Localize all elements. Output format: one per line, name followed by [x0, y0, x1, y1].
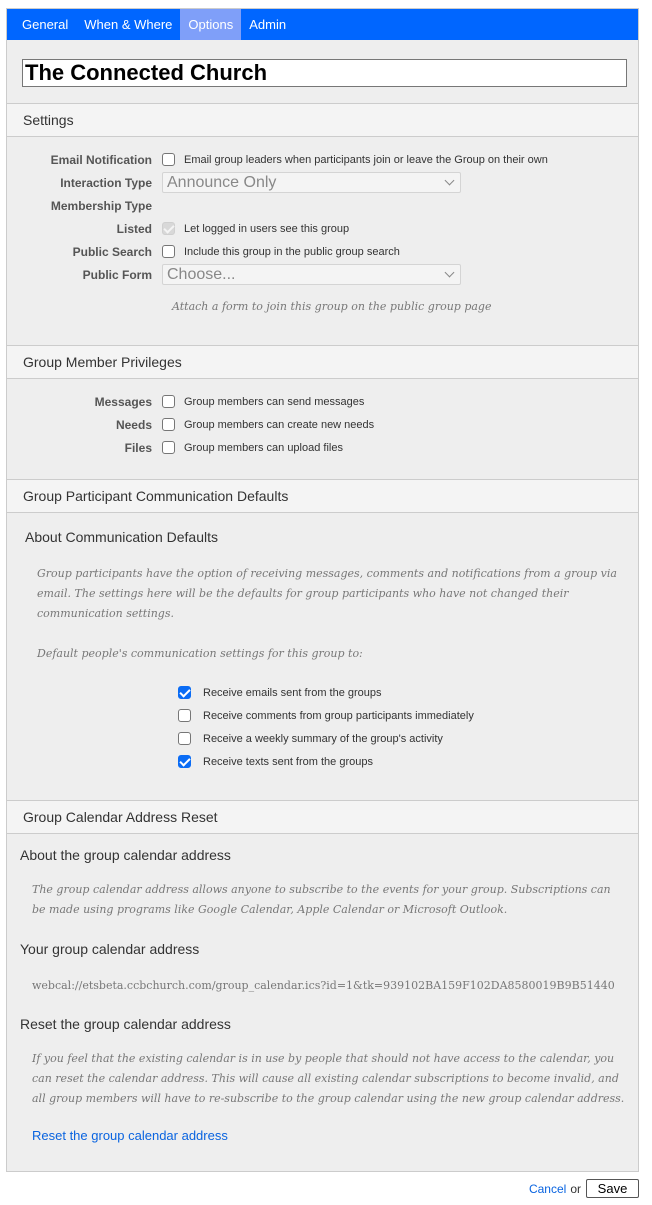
membership-type-row — [7, 194, 638, 217]
settings-section — [7, 137, 638, 345]
membership-type-label: Membership Type — [50, 198, 152, 213]
calendar-section — [7, 834, 638, 1145]
listed-label: Listed — [116, 221, 152, 236]
comm-option-text: Receive texts sent from the groups — [203, 755, 373, 768]
messages-checkbox[interactable] — [162, 395, 175, 408]
tab-admin[interactable]: Admin — [249, 17, 287, 32]
calendar-header: Group Calendar Address Reset — [7, 800, 638, 834]
privileges-section — [7, 379, 638, 479]
comm-option-texts — [178, 750, 638, 773]
public-search-label: Public Search — [72, 244, 152, 259]
calendar-address-heading: Your group calendar address — [20, 941, 200, 957]
public-search-row — [7, 240, 638, 263]
communication-subheading: About Communication Defaults — [25, 529, 218, 545]
receive-comments-checkbox[interactable] — [178, 709, 191, 722]
privilege-label: Files — [124, 440, 152, 455]
calendar-reset-text: If you feel that the existing calendar is in use by people that should not have access to the calendar, you can reset the calendar address. This will cause all existing calendar subscriptions to become invalid, and all group members will have to re-subscribe to the group calendar using the new group calendar address. — [32, 1052, 625, 1105]
tab-options[interactable]: Options — [180, 9, 241, 40]
comm-option-weekly — [178, 727, 638, 750]
public-form-row — [7, 263, 638, 286]
communication-header: Group Participant Communication Defaults — [7, 479, 638, 513]
listed-checkbox[interactable] — [162, 222, 175, 235]
or-text: or — [570, 1181, 581, 1196]
comm-option-comments — [178, 704, 638, 727]
tab-bar — [7, 9, 638, 40]
files-checkbox[interactable] — [162, 441, 175, 454]
save-button[interactable]: Save — [586, 1179, 639, 1198]
public-search-checkbox[interactable] — [162, 245, 175, 258]
receive-emails-checkbox[interactable] — [178, 686, 191, 699]
comm-option-text: Receive comments from group participants immediately — [203, 709, 474, 722]
form-footer — [529, 1179, 639, 1198]
interaction-type-select[interactable] — [162, 172, 461, 193]
calendar-reset-link-wrap — [20, 1127, 638, 1145]
chevron-down-icon — [445, 268, 455, 278]
email-notification-text: Email group leaders when participants join or leave the Group on their own — [184, 153, 548, 166]
comm-option-text: Receive emails sent from the groups — [203, 686, 382, 699]
weekly-summary-checkbox[interactable] — [178, 732, 191, 745]
public-form-hint: Attach a form to join this group on the public group page — [172, 300, 492, 313]
communication-section — [7, 513, 638, 800]
email-notification-checkbox[interactable] — [162, 153, 175, 166]
public-form-label: Public Form — [82, 267, 152, 282]
chevron-down-icon — [445, 176, 455, 186]
group-name-input[interactable] — [22, 59, 627, 87]
privilege-text: Group members can create new needs — [184, 418, 375, 431]
interaction-type-row — [7, 171, 638, 194]
interaction-type-value: Announce Only — [167, 173, 277, 191]
public-form-value: Choose... — [167, 265, 236, 283]
privilege-row-files — [7, 436, 638, 459]
calendar-address: webcal://etsbeta.ccbchurch.com/group_calendar.ics?id=1&tk=939102BA159F102DA8580019B9B51440 — [32, 979, 615, 992]
email-notification-label: Email Notification — [50, 152, 152, 167]
privilege-label: Needs — [115, 417, 152, 432]
comm-option-text: Receive a weekly summary of the group's activity — [203, 732, 443, 745]
comm-option-emails — [178, 681, 638, 704]
public-form-select[interactable] — [162, 264, 461, 285]
privileges-header: Group Member Privileges — [7, 345, 638, 379]
settings-header: Settings — [7, 103, 638, 137]
cancel-link[interactable]: Cancel — [528, 1181, 567, 1196]
public-search-text: Include this group in the public group search — [184, 245, 400, 258]
privilege-row-messages — [7, 390, 638, 413]
tab-general[interactable]: General — [22, 17, 69, 32]
calendar-about-text: The group calendar address allows anyone to subscribe to the events for your group. Subscriptions can be made using programs like Google Calendar, Apple Calendar or Microsoft Outlook. — [32, 883, 611, 916]
calendar-reset-heading: Reset the group calendar address — [20, 1016, 231, 1032]
privilege-label: Messages — [94, 394, 152, 409]
needs-checkbox[interactable] — [162, 418, 175, 431]
email-notification-row — [7, 148, 638, 171]
group-options-panel — [6, 8, 639, 1172]
calendar-about-heading: About the group calendar address — [20, 847, 231, 863]
privilege-text: Group members can send messages — [184, 395, 365, 408]
privilege-text: Group members can upload files — [184, 441, 343, 454]
reset-calendar-link[interactable]: Reset the group calendar address — [32, 1128, 228, 1143]
communication-options — [25, 681, 638, 773]
communication-default-label: Default people's communication settings for this group to: — [37, 647, 363, 660]
listed-text: Let logged in users see this group — [184, 222, 350, 235]
privilege-row-needs — [7, 413, 638, 436]
communication-description: Group participants have the option of receiving messages, comments and notifications from a group via email. The settings here will be the defaults for group participants who have not changed their communication settings. — [37, 567, 617, 620]
group-name-area — [7, 40, 638, 103]
public-form-hint-wrap — [7, 297, 638, 315]
interaction-type-label: Interaction Type — [60, 175, 152, 190]
receive-texts-checkbox[interactable] — [178, 755, 191, 768]
tab-when-where[interactable]: When & Where — [84, 17, 173, 32]
listed-row — [7, 217, 638, 240]
